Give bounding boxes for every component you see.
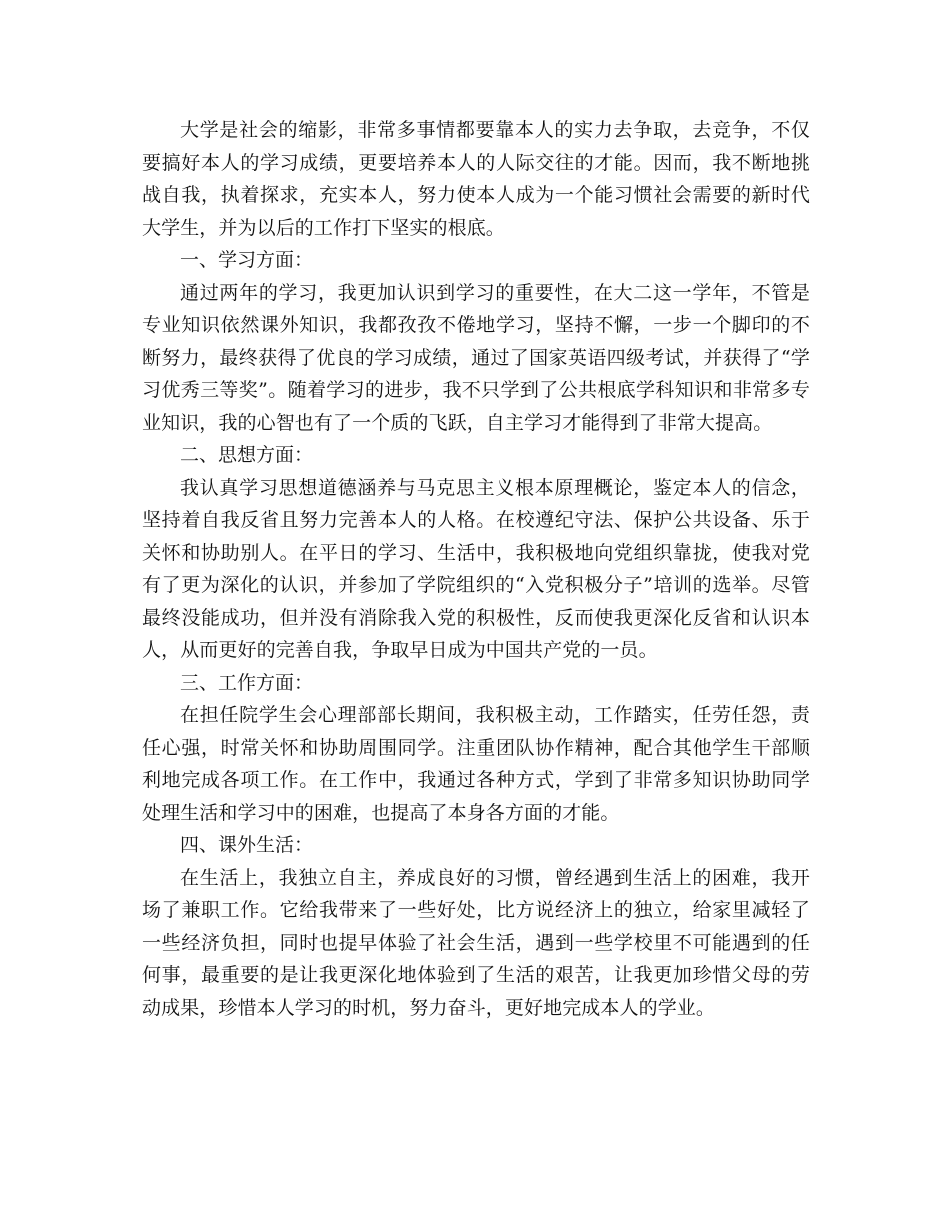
section-body-thought: 我认真学习思想道德涵养与马克思主义根本原理概论，鉴定本人的信念，坚持着自我反省且努力完善本人的人格。在校遵纪守法、保护公共设备、乐于关怀和协助别人。在平日的学习、生活中，我积极地向党组织靠拢，使我对党有了更为深化的认识，并参加了学院组织的“入党积极分子”培训的选举。尽管最终没能成功，但并没有消除我入党的积极性，反而使我更深化反省和认识本人，从而更好的完善自我，争取早日成为中国共产党的一员。 (142, 476, 810, 661)
intro-paragraph: 大学是社会的缩影，非常多事情都要靠本人的实力去争取，去竞争，不仅要搞好本人的学习成绩，更要培养本人的人际交往的才能。因而，我不断地挑战自我，执着探求，充实本人，努力使本人成为一个能习惯社会需要的新时代大学生，并为以后的工作打下坚实的根底。 (142, 119, 810, 239)
section-heading-thought: 二、思想方面： (180, 444, 314, 466)
section-heading-extracurricular: 四、课外生活： (180, 834, 314, 856)
section-heading-study: 一、学习方面： (180, 249, 314, 271)
section-body-work: 在担任院学生会心理部部长期间，我积极主动，工作踏实，任劳任怨，责任心强，时常关怀和协助周围同学。注重团队协作精神，配合其他学生干部顺利地完成各项工作。在工作中，我通过各种方式，学到了非常多知识协助同学处理生活和学习中的困难，也提高了本身各方面的才能。 (142, 704, 810, 824)
document-page (142, 114, 810, 1024)
section-heading-work: 三、工作方面： (180, 671, 314, 694)
section-body-extracurricular: 在生活上，我独立自主，养成良好的习惯，曾经遇到生活上的困难，我开场了兼职工作。它给我带来了一些好处，比方说经济上的独立，给家里减轻了一些经济负担，同时也提早体验了社会生活，遇到一些学校里不可能遇到的任何事，最重要的是让我更深化地体验到了生活的艰苦，让我更加珍惜父母的劳动成果，珍惜本人学习的时机，努力奋斗，更好地完成本人的学业。 (142, 866, 810, 1019)
section-body-study: 通过两年的学习，我更加认识到学习的重要性，在大二这一学年，不管是专业知识依然课外知识，我都孜孜不倦地学习，坚持不懈，一步一个脚印的不断努力，最终获得了优良的学习成绩，通过了国家英语四级考试，并获得了“学习优秀三等奖”。随着学习的进步，我不只学到了公共根底学科知识和非常多专业知识，我的心智也有了一个质的飞跃，自主学习才能得到了非常大提高。 (142, 281, 810, 434)
